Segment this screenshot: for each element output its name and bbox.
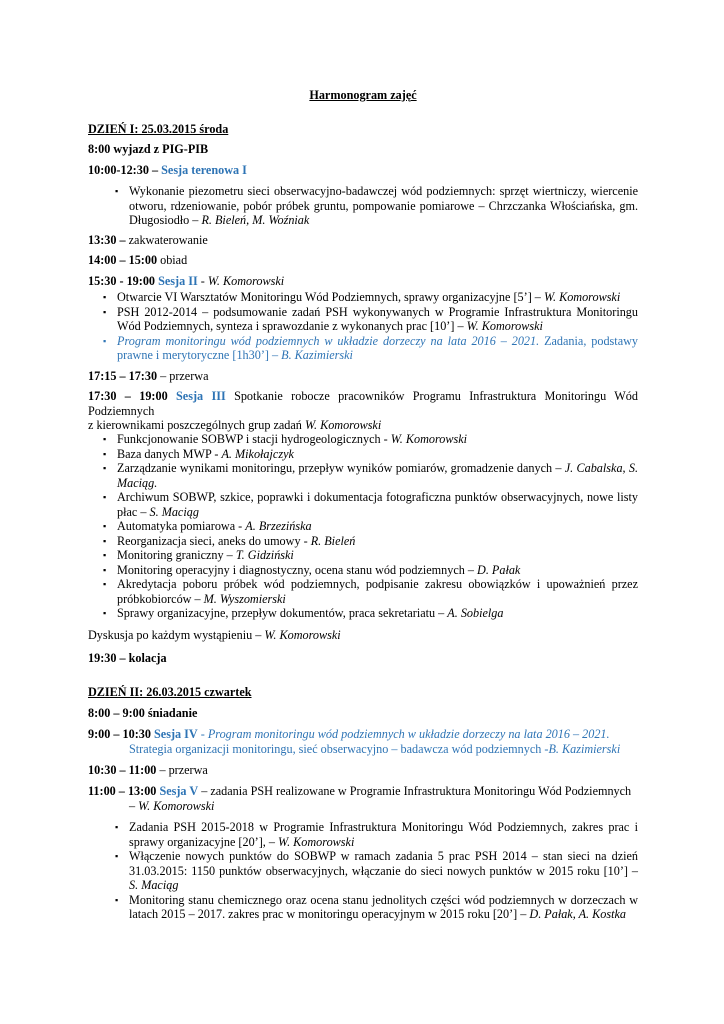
session2-list bbox=[88, 290, 638, 363]
bullet-icon: ▪ bbox=[103, 564, 107, 575]
list-item: ▪ PSH 2012-2014 – podsumowanie zadań PSH wykonywanych w Programie Infrastruktura Monitoringu Wód Podziemnych, synteza i sprawozdanie z wykonanych prac [10’] – W. Komorowski bbox=[103, 304, 638, 333]
list-item: ▪ Funkcjonowanie SOBWP i stacji hydrogeologicznych - W. Komorowski bbox=[103, 432, 468, 446]
day2-heading: DZIEŃ II: 26.03.2015 czwartek bbox=[88, 685, 252, 699]
lodging-line: 13:30 – zakwaterowanie bbox=[88, 233, 208, 247]
session5-name: Sesja V bbox=[159, 784, 199, 798]
list-item: ▪ Automatyka pomiarowa - A. Brzezińska bbox=[103, 519, 312, 533]
bullet-icon: ▪ bbox=[103, 579, 107, 589]
list-item: ▪ Monitoring graniczny – T. Gidziński bbox=[103, 548, 294, 562]
bullet-icon: ▪ bbox=[115, 186, 119, 196]
day1-heading: DZIEŃ I: 25.03.2015 środa bbox=[88, 122, 229, 136]
list-item: ▪ Reorganizacja sieci, aneks do umowy - R. Bieleń bbox=[103, 533, 356, 548]
session4-name: Sesja IV bbox=[154, 727, 198, 741]
bullet-icon: ▪ bbox=[103, 448, 107, 459]
session1-time: 10:00-12:30 – bbox=[88, 163, 159, 177]
session3-list bbox=[88, 432, 638, 621]
list-item: ▪ Baza danych MWP - A. Mikołajczyk bbox=[103, 446, 294, 461]
bullet-icon: ▪ bbox=[103, 463, 107, 473]
bullet-icon: ▪ bbox=[103, 492, 107, 502]
session2-name: Sesja II bbox=[158, 274, 198, 288]
session4-block: 9:00 – 10:30 Sesja IV - Program monitoringu wód podziemnych w układzie dorzeczy na lata 2016 – 2021. Strategia organizacji monitoringu, sieć obserwacyjno – badawcza wód podziemnych -B. Kazimierski bbox=[88, 727, 621, 756]
bullet-icon: ▪ bbox=[103, 335, 107, 346]
session1-list bbox=[88, 184, 638, 228]
list-item: ▪ Zarządzanie wynikami monitoringu, przepływ wyników pomiarów, gromadzenie danych – J. Cabalska, S. Maciąg. bbox=[103, 461, 639, 490]
bullet-icon: ▪ bbox=[103, 306, 107, 317]
list-item: ▪ Monitoring stanu chemicznego oraz ocena stanu jednolitych części wód podziemnych w dorzeczach w latach 2015 – 2017. zakres prac w monitoringu operacyjnym w 2015 roku [20’] – D. Pałak, A. Kostka bbox=[115, 892, 638, 921]
bullet-icon: ▪ bbox=[103, 434, 107, 444]
list-item: ▪ Akredytacja poboru próbek wód podziemnych, podpisanie zakresu obowiązków i upoważnień przez próbkobiorców – M. Wyszomierski bbox=[103, 577, 638, 606]
bullet-icon: ▪ bbox=[103, 550, 107, 560]
session1-header bbox=[88, 163, 638, 178]
bullet-icon: ▪ bbox=[115, 894, 119, 905]
list-item: ▪ Zadania PSH 2015-2018 w Programie Infrastruktura Monitoringu Wód Podziemnych, zakres prac i sprawy organizacyjne [20’], – W. Komorowski bbox=[115, 820, 638, 849]
breakfast-line: 8:00 – 9:00 śniadanie bbox=[88, 706, 198, 720]
session3-name: Sesja III bbox=[176, 389, 226, 403]
bullet-icon: ▪ bbox=[115, 822, 119, 832]
dinner-line: 19:30 – kolacja bbox=[88, 651, 167, 665]
list-item: ▪ Otwarcie VI Warsztatów Monitoringu Wód Podziemnych, sprawy organizacyjne [5’] – W. Komorowski bbox=[103, 290, 621, 304]
session3-header: 17:30 – 19:00 Sesja III Spotkanie robocze pracowników Programu Infrastruktura Monitoringu Wód Podziemnych bbox=[88, 389, 638, 418]
list-item: ▪ Program monitoringu wód podziemnych w układzie dorzeczy na lata 2016 – 2021. Zadania, podstawy prawne i merytoryczne [1h30’] – B. Kazimierski bbox=[103, 333, 638, 362]
discussion-line: Dyskusja po każdym wystąpieniu – W. Komorowski bbox=[88, 628, 341, 642]
bullet-icon: ▪ bbox=[103, 521, 107, 531]
list-item: ▪ Sprawy organizacyjne, przepływ dokumentów, praca sekretariatu – A. Sobielga bbox=[103, 606, 504, 620]
list-item: ▪ Archiwum SOBWP, szkice, poprawki i dokumentacja fotograficzna punktów obserwacyjnych, nowe listy płac – S. Maciąg bbox=[103, 490, 638, 519]
session3-lead: z kierownikami poszczególnych grup zadań W. Komorowski bbox=[88, 418, 382, 432]
break-line-2: 10:30 – 11:00 – przerwa bbox=[88, 763, 208, 777]
session5-header: 11:00 – 13:00 Sesja V – zadania PSH realizowane w Programie Infrastruktura Monitoringu Wód Podziemnych – W. Komorowski bbox=[88, 784, 632, 813]
break-line: 17:15 – 17:30 – przerwa bbox=[88, 369, 209, 383]
session1-name: Sesja terenowa I bbox=[161, 163, 247, 177]
lunch-line: 14:00 – 15:00 obiad bbox=[88, 253, 188, 267]
page-title: Harmonogram zajęć bbox=[309, 88, 417, 102]
list-item: ▪ Monitoring operacyjny i diagnostyczny, ocena stanu wód podziemnych – D. Pałak bbox=[103, 562, 521, 577]
bullet-icon: ▪ bbox=[103, 608, 107, 618]
session2-header: 15:30 - 19:00 Sesja II - W. Komorowski bbox=[88, 274, 285, 288]
day1-departure: 8:00 wyjazd z PIG-PIB bbox=[88, 142, 209, 156]
list-item: ▪ Wykonanie piezometru sieci obserwacyjno-badawczej wód podziemnych: sprzęt wiertniczy, wiercenie otworu, rdzeniowanie, pobór próbek gruntu, pompowanie pomiarowe – Chrzczanka Włościańska, gm. Długosiodło – R. Bieleń, M. Woźniak bbox=[115, 184, 638, 227]
session5-list bbox=[88, 820, 638, 922]
list-item: ▪ Włączenie nowych punktów do SOBWP w ramach zadania 5 prac PSH 2014 – stan sieci na dzień 31.03.2015: 1150 punktów obserwacyjnych, włączanie do sieci nowych punktów w 2015 roku [10’] – S. Maciąg bbox=[115, 849, 638, 892]
bullet-icon: ▪ bbox=[103, 535, 107, 546]
bullet-icon: ▪ bbox=[103, 292, 107, 302]
bullet-icon: ▪ bbox=[115, 851, 119, 861]
